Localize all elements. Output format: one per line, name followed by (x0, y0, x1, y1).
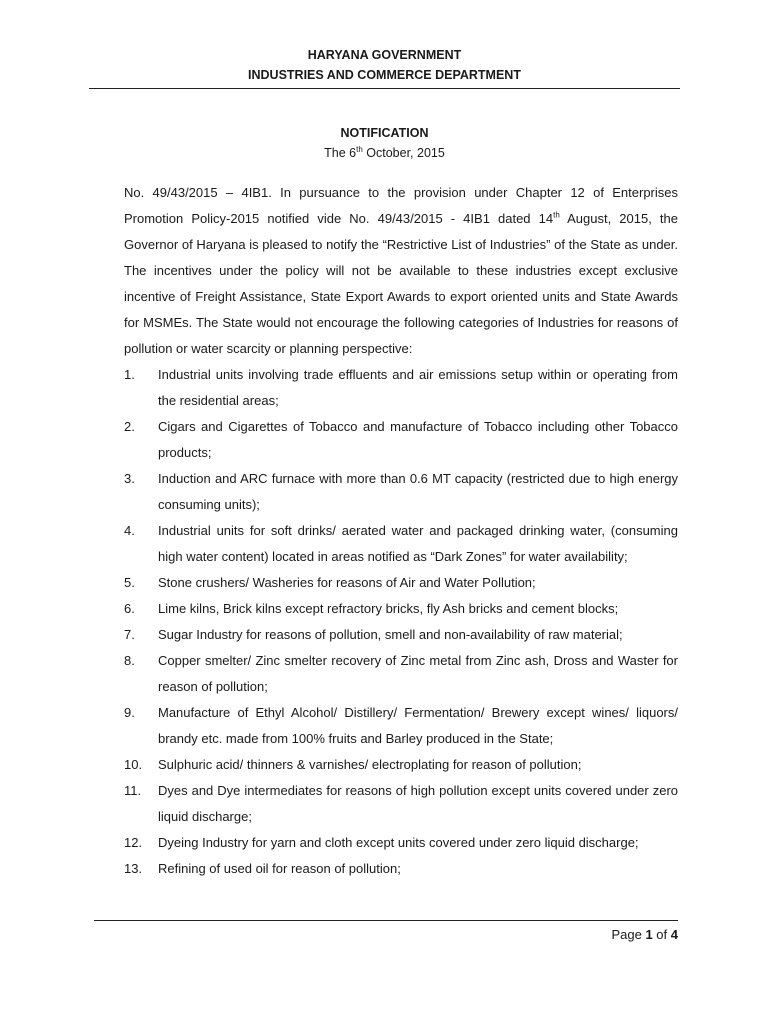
list-item-number: 9. (124, 705, 135, 720)
list-item-number: 7. (124, 627, 135, 642)
list-item-text: Stone crushers/ Washeries for reasons of Air and Water Pollution; (158, 575, 536, 590)
list-item (124, 362, 678, 414)
list-item-number: 3. (124, 471, 135, 486)
notification-title: NOTIFICATION (340, 126, 429, 140)
list-item-number: 5. (124, 575, 135, 590)
list-item (124, 648, 678, 700)
list-item-text: Lime kilns, Brick kilns except refractory bricks, fly Ash bricks and cement blocks; (158, 601, 619, 616)
list-item-number: 11. (124, 783, 142, 798)
list-item-text: Industrial units for soft drinks/ aerated water and packaged drinking water, (consuming high water content) located in areas notified as “Dark Zones” for water availability; (158, 523, 678, 564)
list-item-text: Cigars and Cigarettes of Tobacco and manufacture of Tobacco including other Tobacco products; (158, 419, 678, 460)
list-item-number: 6. (124, 601, 135, 616)
list-item (124, 622, 678, 648)
page-current: 1 (645, 927, 653, 942)
list-item-text: Sugar Industry for reasons of pollution, smell and non-availability of raw material; (158, 627, 623, 642)
list-item (124, 778, 678, 830)
intro-part1: No. 49/43/2015 – 4IB1. In pursuance to the provision under Chapter 12 of Enterprises Promotion Policy-2015 notified vide No. 49/43/2015 - 4IB1 dated 14 (124, 185, 678, 226)
list-item (124, 466, 678, 518)
list-item (124, 856, 678, 882)
intro-superscript: th (553, 210, 560, 220)
list-item (124, 596, 678, 622)
list-item-text: Dyes and Dye intermediates for reasons of high pollution except units covered under zero liquid discharge; (158, 783, 678, 824)
list-item (124, 414, 678, 466)
list-item (124, 830, 678, 856)
header-department: INDUSTRIES AND COMMERCE DEPARTMENT (248, 68, 521, 82)
list-item (124, 518, 678, 570)
list-item-text: Industrial units involving trade effluents and air emissions setup within or operating from the residential areas; (158, 367, 678, 408)
page-total: 4 (670, 927, 678, 942)
list-item-number: 10. (124, 757, 143, 772)
notification-date (89, 143, 680, 163)
document-header (89, 45, 680, 85)
page-of: of (652, 927, 671, 942)
list-item-number: 2. (124, 419, 135, 434)
list-item-text: Copper smelter/ Zinc smelter recovery of Zinc metal from Zinc ash, Dross and Waster for reason of pollution; (158, 653, 678, 694)
intro-paragraph (124, 180, 678, 362)
document-body (124, 180, 678, 882)
list-item-number: 8. (124, 653, 135, 668)
header-government: HARYANA GOVERNMENT (307, 48, 462, 62)
list-item (124, 570, 678, 596)
list-item-number: 13. (124, 861, 143, 876)
footer-divider (94, 920, 678, 921)
restricted-industries-list (124, 362, 678, 882)
list-item-number: 12. (124, 835, 143, 850)
list-item-text: Dyeing Industry for yarn and cloth except units covered under zero liquid discharge; (158, 835, 639, 850)
list-item (124, 700, 678, 752)
list-item-text: Induction and ARC furnace with more than 0.6 MT capacity (restricted due to high energy consuming units); (158, 471, 678, 512)
list-item-number: 4. (124, 523, 135, 538)
list-item-number: 1. (124, 367, 135, 382)
page-label: Page (611, 927, 646, 942)
list-item (124, 752, 678, 778)
date-suffix: October, 2015 (362, 146, 445, 160)
intro-part2: August, 2015, the Governor of Haryana is pleased to notify the “Restrictive List of Industries” of the State as under. The incentives under the policy will not be available to these industries except exclusive incentive of Freight Assistance, State Export Awards to export oriented units and State Awards for MSMEs. The State would not encourage the following categories of Industries for reasons of pollution or water scarcity or planning perspective: (124, 211, 678, 356)
header-divider (89, 88, 680, 89)
list-item-text: Manufacture of Ethyl Alcohol/ Distillery/ Fermentation/ Brewery except wines/ liquors/ brandy etc. made from 100% fruits and Barley produced in the State; (158, 705, 678, 746)
date-prefix: The 6 (324, 146, 357, 160)
list-item-text: Sulphuric acid/ thinners & varnishes/ electroplating for reason of pollution; (158, 757, 582, 772)
date-superscript: th (356, 144, 363, 154)
page-number (611, 926, 678, 944)
list-item-text: Refining of used oil for reason of pollution; (158, 861, 401, 876)
notification-block (89, 123, 680, 163)
